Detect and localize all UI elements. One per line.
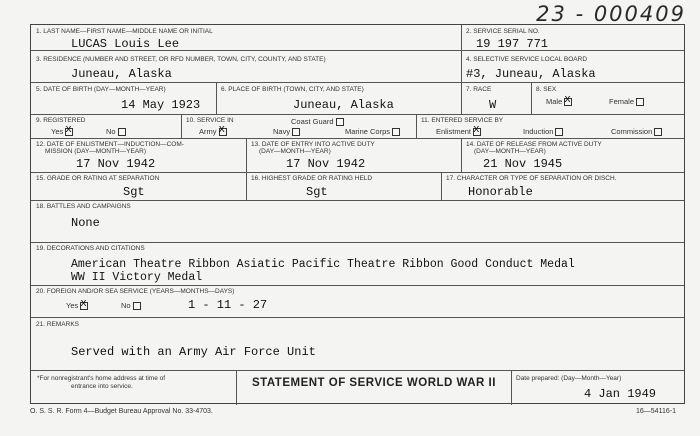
handwritten-number: 23 - 000409 (536, 2, 686, 26)
divider (461, 82, 462, 114)
field-4-label: 4. SELECTIVE SERVICE LOCAL BOARD (466, 56, 588, 63)
form-footer-left: O. S. S. R. Form 4—Budget Bureau Approval No. 33-4703. (30, 408, 213, 415)
serial-number-value: 19 197 771 (476, 37, 549, 51)
service-navy-option (273, 127, 300, 136)
registered-yes-checkbox[interactable] (65, 128, 73, 136)
enlistment-checkbox[interactable] (473, 128, 481, 136)
birth-place-value: Juneau, Alaska (293, 98, 394, 112)
field-12-label: 12. DATE OF ENLISTMENT—INDUCTION—COM- (36, 141, 184, 148)
race-value: W (489, 98, 497, 112)
enlistment-option (436, 127, 481, 136)
decorations-line-2: WW II Victory Medal (71, 271, 203, 284)
divider (461, 138, 462, 172)
service-coast-guard-option (291, 117, 344, 126)
separation-character-value: Honorable (468, 185, 533, 199)
rule (31, 242, 684, 243)
form-grid (30, 24, 685, 404)
field-2-label: 2. SERVICE SERIAL NO. (466, 28, 540, 35)
field-9-label: 9. REGISTERED (36, 117, 86, 124)
field-16-label: 16. HIGHEST GRADE OR RATING HELD (251, 175, 373, 182)
navy-label: Navy (273, 127, 291, 136)
divider (531, 82, 532, 114)
field-18-label: 18. BATTLES AND CAMPAIGNS (36, 203, 131, 210)
name-value: LUCAS Louis Lee (71, 37, 180, 51)
registered-no-label: No (106, 127, 116, 136)
foreign-no-checkbox[interactable] (133, 302, 141, 310)
field-13-label-cont: (DAY—MONTH—YEAR) (259, 148, 331, 155)
rule (31, 138, 684, 139)
commission-label: Commission (611, 127, 653, 136)
divider (441, 172, 442, 200)
field-3-label: 3. RESIDENCE (NUMBER AND STREET, OR RFD NUMBER, TOWN, CITY, COUNTY, AND STATE) (36, 56, 326, 63)
commission-option (611, 127, 662, 136)
commission-checkbox[interactable] (654, 128, 662, 136)
divider (236, 370, 237, 405)
release-date-value: 21 Nov 1945 (483, 157, 563, 171)
service-army-option (199, 127, 227, 136)
male-label: Male (546, 97, 563, 106)
divider (511, 370, 512, 405)
foreign-no-label: No (121, 301, 131, 310)
date-prepared-label: Date prepared: (Day—Month—Year) (516, 375, 622, 382)
divider (461, 25, 462, 82)
marine-corps-label: Marine Corps (345, 127, 391, 136)
registered-yes-option (51, 127, 73, 136)
field-17-label: 17. CHARACTER OR TYPE OF SEPARATION OR DISCH. (446, 175, 617, 182)
form-footer-right: 16—54116-1 (636, 408, 676, 415)
field-11-label: 11. ENTERED SERVICE BY (421, 117, 504, 124)
divider (216, 82, 217, 114)
female-checkbox[interactable] (636, 98, 644, 106)
foreign-yes-checkbox[interactable] (80, 302, 88, 310)
rule (31, 200, 684, 201)
field-13-label: 13. DATE OF ENTRY INTO ACTIVE DUTY (251, 141, 375, 148)
rule (31, 82, 684, 83)
field-15-label: 15. GRADE OR RATING AT SEPARATION (36, 175, 160, 182)
nonregistrant-note-1: *For nonregistrant's home address at time of (37, 375, 166, 382)
remarks-value: Served with an Army Air Force Unit (71, 345, 316, 359)
registered-no-checkbox[interactable] (118, 128, 126, 136)
rule (31, 317, 684, 318)
registered-no-option (106, 127, 126, 136)
rule (31, 114, 684, 115)
field-19-label: 19. DECORATIONS AND CITATIONS (36, 245, 145, 252)
field-5-label: 5. DATE OF BIRTH (DAY—MONTH—YEAR) (36, 86, 166, 93)
sex-male-option (546, 97, 572, 106)
field-7-label: 7. RACE (466, 86, 492, 93)
foreign-no-option (121, 301, 141, 310)
field-1-label: 1. LAST NAME—FIRST NAME—MIDDLE NAME OR INITIAL (36, 28, 213, 35)
field-14-label-cont: (DAY—MONTH—YEAR) (474, 148, 546, 155)
male-checkbox[interactable] (564, 98, 572, 106)
enlistment-date-value: 17 Nov 1942 (76, 157, 156, 171)
nonregistrant-note-2: entrance into service. (71, 383, 133, 390)
highest-grade-value: Sgt (306, 185, 328, 199)
field-14-label: 14. DATE OF RELEASE FROM ACTIVE DUTY (466, 141, 602, 148)
date-prepared-value: 4 Jan 1949 (584, 387, 657, 401)
induction-option (523, 127, 563, 136)
army-label: Army (199, 127, 217, 136)
field-10-label: 10. SERVICE IN (186, 117, 234, 124)
navy-checkbox[interactable] (292, 128, 300, 136)
marine-corps-checkbox[interactable] (392, 128, 400, 136)
divider (246, 172, 247, 200)
female-label: Female (609, 97, 635, 106)
foreign-yes-option (66, 301, 88, 310)
rule (31, 285, 684, 286)
entry-date-value: 17 Nov 1942 (286, 157, 366, 171)
rule (31, 370, 684, 371)
field-12-label-cont: MISSION (DAY—MONTH—YEAR) (45, 148, 146, 155)
registered-yes-label: Yes (51, 127, 64, 136)
service-marine-corps-option (345, 127, 400, 136)
divider (416, 114, 417, 138)
decorations-line-1: American Theatre Ribbon Asiatic Pacific Theatre Ribbon Good Conduct Medal (71, 258, 575, 271)
foreign-yes-label: Yes (66, 301, 79, 310)
induction-checkbox[interactable] (555, 128, 563, 136)
battles-value: None (71, 216, 100, 230)
induction-label: Induction (523, 127, 554, 136)
residence-value: Juneau, Alaska (71, 67, 172, 81)
local-board-value: #3, Juneau, Alaska (466, 67, 596, 81)
divider (181, 114, 182, 138)
foreign-service-value: 1 - 11 - 27 (188, 298, 268, 312)
sex-female-option (609, 97, 644, 106)
field-8-label: 8. SEX (536, 86, 557, 93)
enlistment-label: Enlistment (436, 127, 472, 136)
army-checkbox[interactable] (219, 128, 227, 136)
divider (246, 138, 247, 172)
grade-separation-value: Sgt (123, 185, 145, 199)
coast-guard-label: Coast Guard (291, 117, 334, 126)
form-title: STATEMENT OF SERVICE WORLD WAR II (252, 377, 496, 389)
coast-guard-checkbox[interactable] (336, 118, 344, 126)
field-21-label: 21. REMARKS (36, 321, 79, 328)
field-6-label: 6. PLACE OF BIRTH (TOWN, CITY, AND STATE) (221, 86, 364, 93)
field-20-label: 20. FOREIGN AND/OR SEA SERVICE (YEARS—MONTHS—DAYS) (36, 288, 235, 295)
birth-date-value: 14 May 1923 (121, 98, 201, 112)
rule (31, 172, 684, 173)
